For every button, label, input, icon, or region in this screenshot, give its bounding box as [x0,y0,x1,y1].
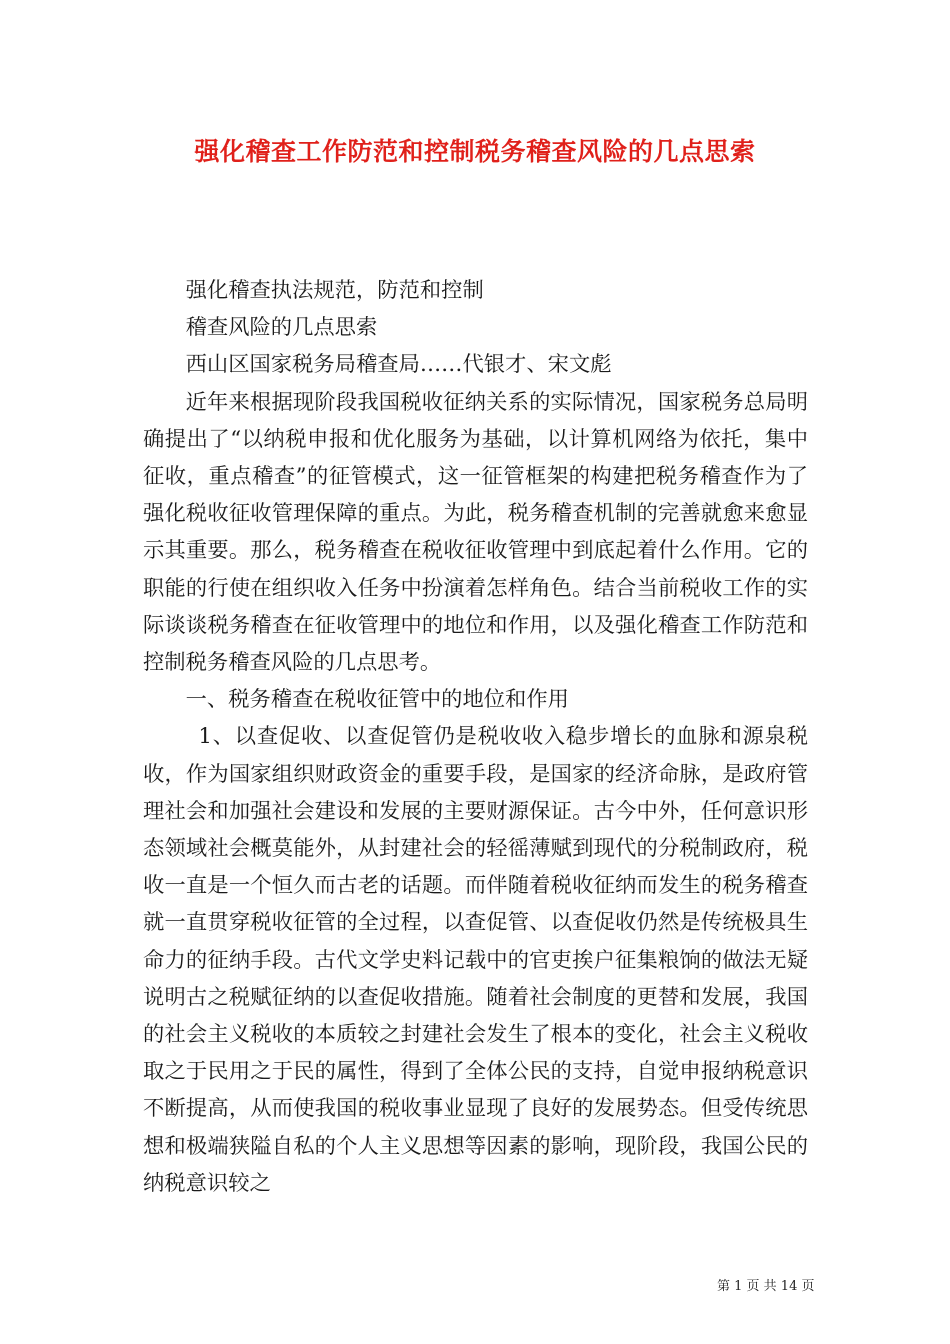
paragraph: 稽查风险的几点思索 [185,315,378,341]
paragraph: 近年来根据现阶段我国税收征纳关系的实际情况，国家税务总局明确提出了“以纳税申报和优化服务为基础，以计算机网络为依托，集中征收，重点稽查”的征管模式，这一征管框架的构建把税务稽查作为了强化税收征收管理保障的重点。为此，税务稽查机制的完善就愈来愈显示其重要。那么，税务稽查在税收征收管理中到底起着什么作用。它的职能的行使在组织收入任务中扮演着怎样角色。结合当前税收工作的实际谈谈税务稽查在征收管理中的地位和作用，以及强化稽查工作防范和控制税务稽查风险的几点思考。 [143,389,808,676]
section-heading: 一、税务稽查在税收征管中的地位和作用 [185,687,569,713]
paragraph: 强化稽查执法规范，防范和控制 [185,278,484,303]
paragraph: 1、以查促收、以查促管仍是税收收入稳步增长的血脉和源泉税收，作为国家组织财政资金的重要手段，是国家的经济命脉，是政府管理社会和加强社会建设和发展的主要财源保证。古今中外，任何意识形态领域社会概莫能外，从封建社会的轻徭薄赋到现代的分税制政府，税收一直是一个恒久而古老的话题。而伴随着税收征纳而发生的税务稽查就一直贯穿税收征管的全过程，以查促管、以查促收仍然是传统极具生命力的征纳手段。古代文学史料记载中的官吏挨户征集粮饷的做法无疑说明古之税赋征纳的以查促收措施。随着社会制度的更替和发展，我国的社会主义税收的本质较之封建社会发生了根本的变化，社会主义税收取之于民用之于民的属性，得到了全体公民的支持，自觉申报纳税意识不断提高，从而使我国的税收事业显现了良好的发展势态。但受传统思想和极端狭隘自私的个人主义思想等因素的影响，现阶段，我国公民的纳税意识较之 [143,724,808,1196]
page-title: 强化稽查工作防范和控制税务稽查风险的几点思索 [194,137,756,166]
paragraph: 西山区国家税务局稽查局……代银才、宋文彪 [185,352,612,378]
page-number: 第 1 页 共 14 页 [717,1279,815,1294]
document-body [143,272,808,1202]
